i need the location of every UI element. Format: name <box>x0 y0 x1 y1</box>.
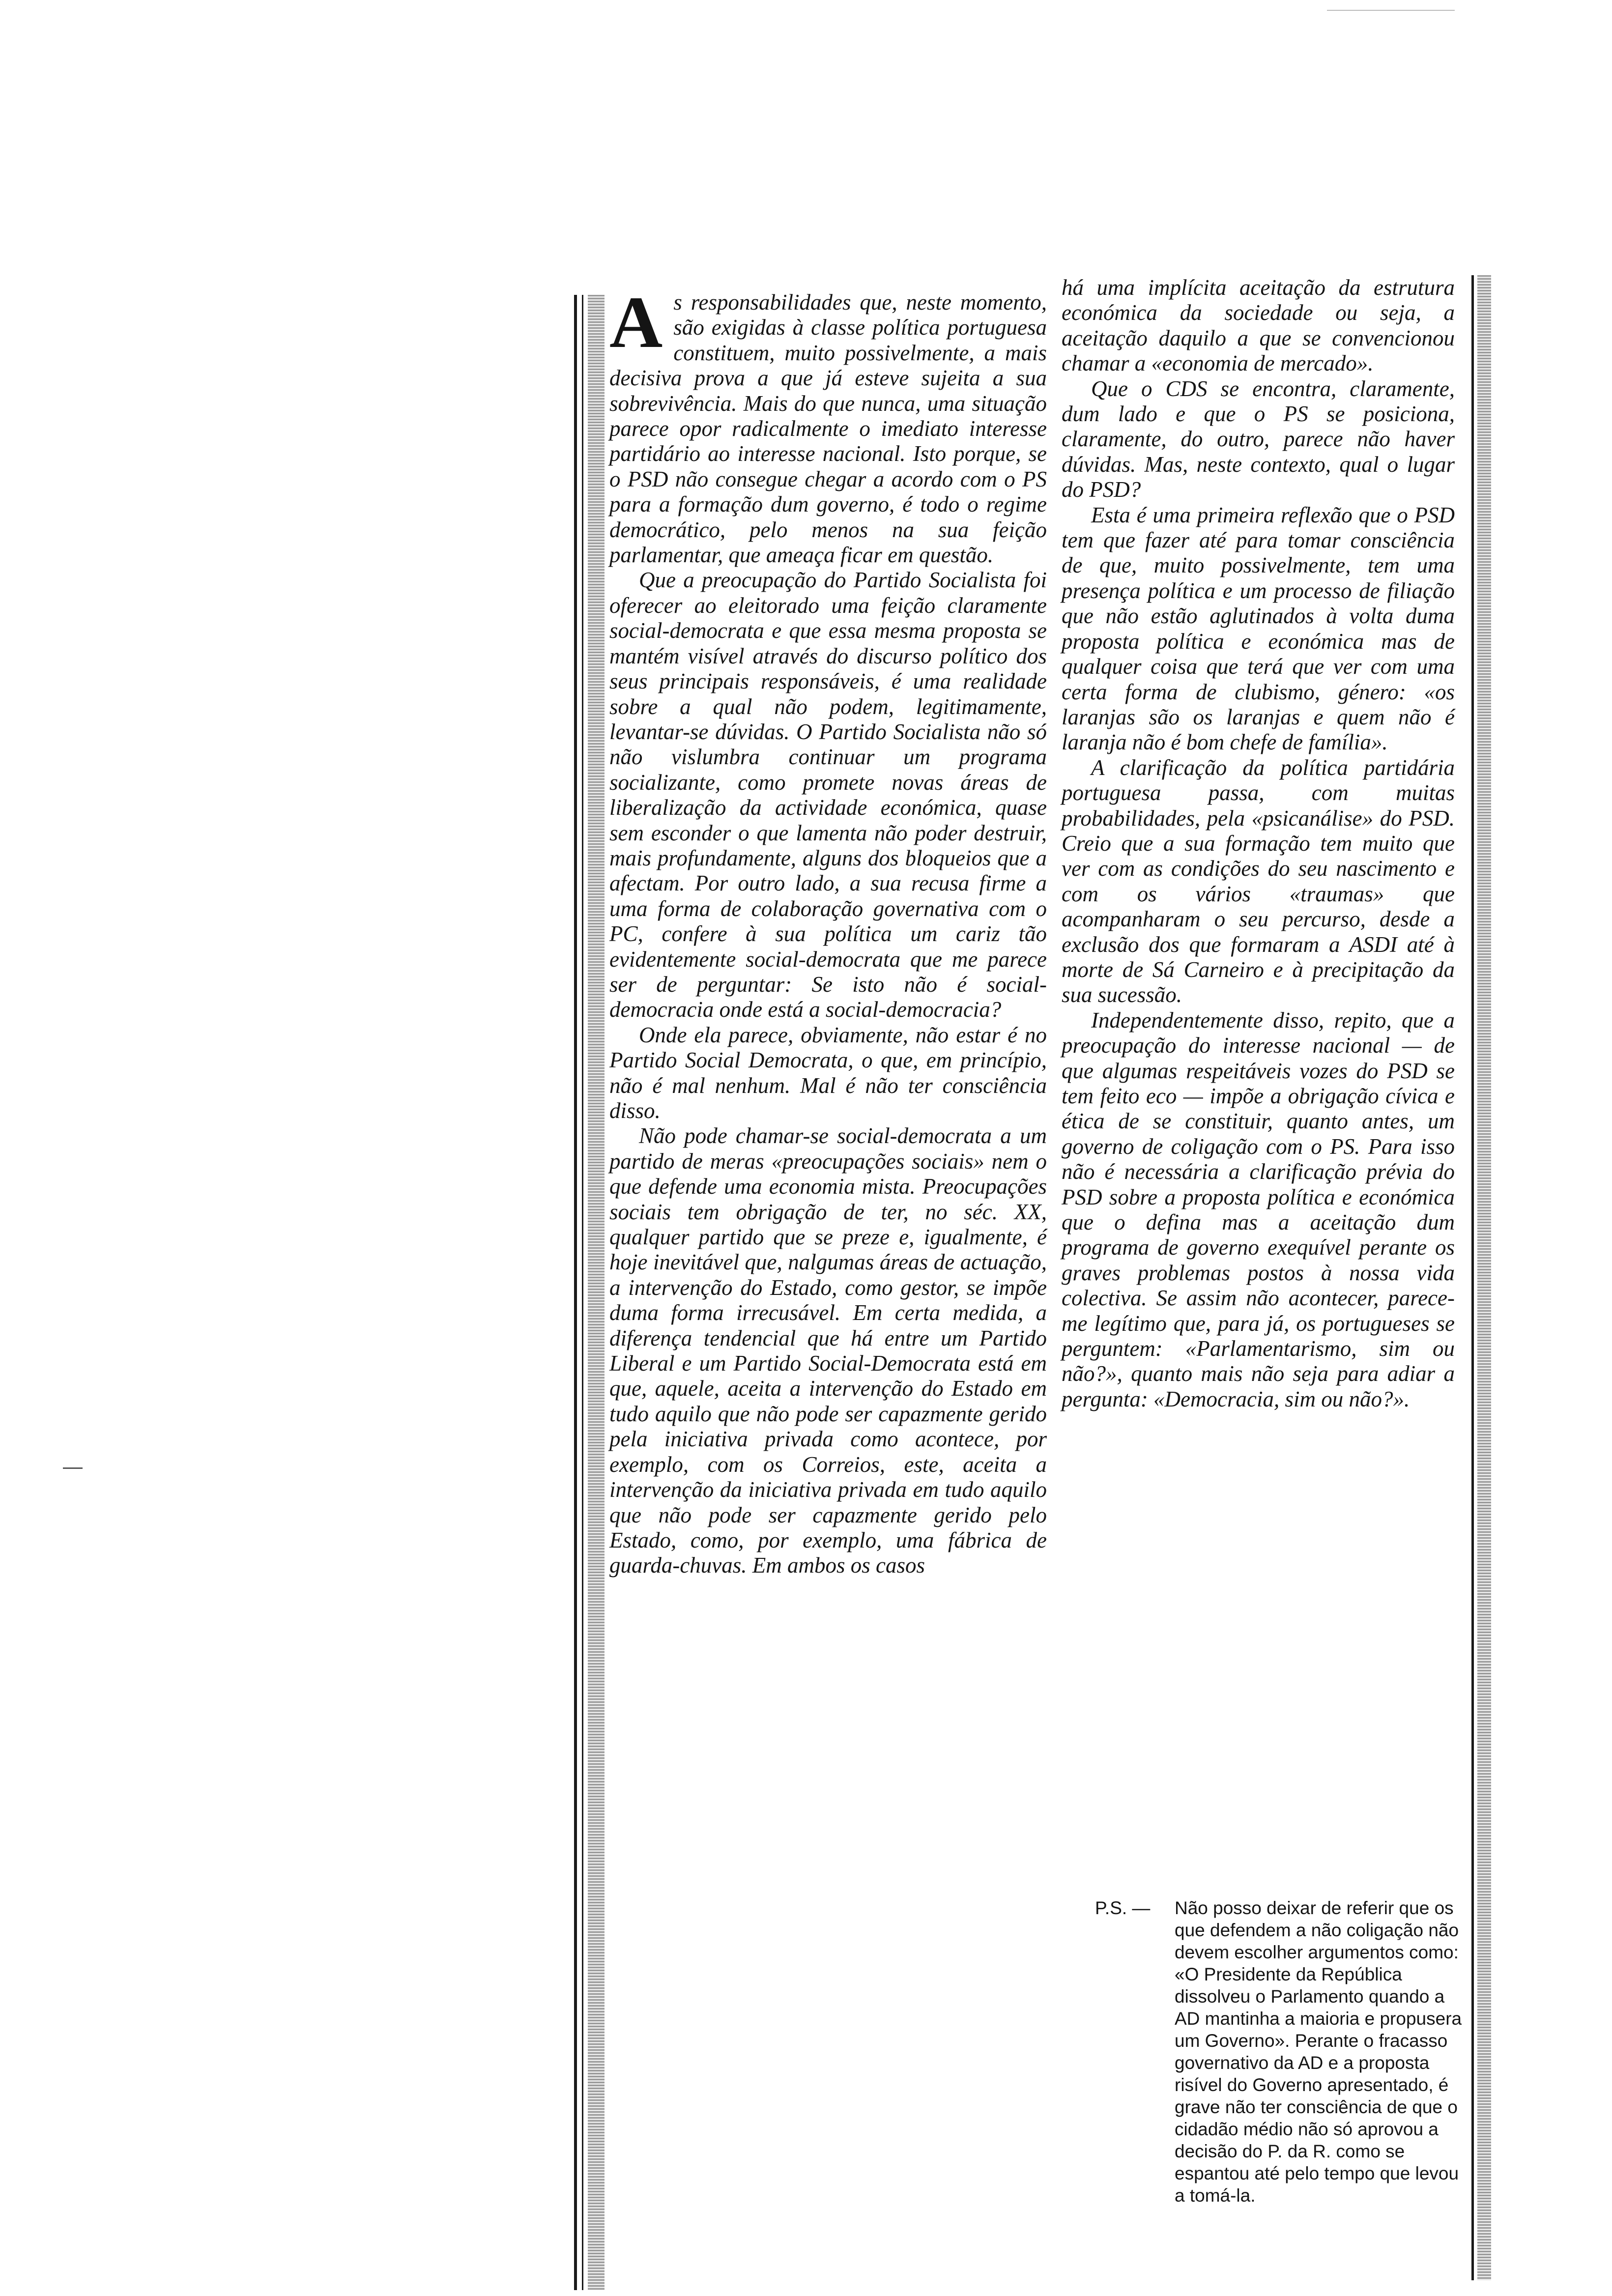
article-column-1 <box>609 282 1047 2285</box>
article-paragraph: Não pode chamar-se social-democrata a um partido de meras «preocupações sociais» nem o que defende uma economia mista. Preocupações sociais tem obrigação de ter, no séc. XX, qualquer partido que se preze e, igualmente, é hoje inevitável que, nalgumas áreas de actuação, a intervenção do Estado, como gestor, se impõe duma forma irrecusável. Em certa medida, a diferença tendencial que há entre um Partido Liberal e um Partido Social-Democrata está em que, aquele, aceita a intervenção do Estado em tudo aquilo que não pode ser capazmente gerido pela iniciativa privada como acontece, por exemplo, com os Correios, este, aceita a intervenção da iniciativa privada em tudo aquilo que não pode ser capazmente gerido pelo Estado, como, por exemplo, uma fábrica de guarda-chuvas. Em ambos os casos <box>609 1123 1047 1578</box>
left-shaded-border <box>588 295 604 2290</box>
margin-mark <box>63 1467 83 1469</box>
right-border-rule <box>1471 275 1474 2280</box>
article-column-2 <box>1062 275 1455 1828</box>
article-paragraph: Onde ela parece, obviamente, não estar é no Partido Social Democrata, o que, em princípio, não é mal nenhum. Mal é não ter consciência disso. <box>609 1022 1047 1123</box>
article-paragraph: Independentemente disso, repito, que a preocupação do interesse nacional — de que algumas respeitáveis vozes do PSD se tem feito eco — impõe a obrigação cívica e ética de se constituir, quanto antes, um governo de coligação com o PS. Para isso não é necessária a clarificação prévia do PSD sobre a proposta política e económica que o defina mas a aceitação dum programa de governo exequível perante os graves problemas postos à nossa vida colectiva. Se assim não acontecer, parece-me legítimo que, para já, os portugueses se perguntem: «Parlamentarismo, sim ou não?», quanto mais não seja para adiar a pergunta: «Democracia, sim ou não?». <box>1062 1007 1455 1411</box>
postscript-text: Não posso deixar de referir que os que defendem a não coligação não devem escolher argumentos como: «O Presidente da República dissolveu o Parlamento quando a AD mantinha a maioria e propusera um Governo». Perante o fracasso governativo da AD e a proposta risível do Governo apresentado, é grave não ter consciência de que o cidadão médio não só aprovou a decisão do P. da R. como se espantou até pelo tempo que levou a tomá-la. <box>1175 1898 1462 2206</box>
article-paragraph-text: s responsabilidades que, neste momento, são exigidas à classe política portuguesa constituem, muito possivelmente, a mais decisiva prova a que já esteve sujeita a sua sobrevivência. Mais do que nunca, uma situação parece opor radicalmente o imediato interesse partidário ao interesse nacional. Isto porque, se o PSD não consegue chegar a acordo com o PS para a formação dum governo, é todo o regime democrático, pelo menos na sua feição parlamentar, que ameaça ficar em questão. <box>609 290 1047 568</box>
dropcap: A <box>609 282 663 363</box>
article-paragraph: A clarificação da política partidária portuguesa passa, com muitas probabilidades, pela «psicanálise» do PSD. Creio que a sua formação tem muito que ver com as condições do seu nascimento e com os vários «traumas» que acompanharam o seu percurso, desde a exclusão dos que formaram a ASDI até à morte de Sá Carneiro e à precipitação da sua sucessão. <box>1062 755 1455 1007</box>
article-paragraph: Esta é uma primeira reflexão que o PSD tem que fazer até para tomar consciência de que, muito possivelmente, tem uma presença política e um processo de filiação que não estão aglutinados à volta duma proposta política e económica mas de qualquer coisa que terá que ver com uma certa forma de clubismo, género: «os laranjas são os laranjas e quem não é laranja não é bom chefe de família». <box>1062 502 1455 755</box>
article-paragraph <box>609 282 1047 568</box>
article-paragraph: Que a preocupação do Partido Socialista foi oferecer ao eleitorado uma feição claramente social-democrata e que essa mesma proposta se mantém visível através do discurso político dos seus principais responsáveis, é uma realidade sobre a qual não podem, legitimamente, levantar-se dúvidas. O Partido Socialista não só não vislumbra continuar um programa socializante, como promete novas áreas de liberalização da actividade económica, quase sem esconder o que lamenta não poder destruir, mais profundamente, alguns dos bloqueios que a afectam. Por outro lado, a sua recusa firme a uma forma de colaboração governativa com o PC, confere à sua política um cariz tão evidentemente social-democrata que me parece ser de perguntar: Se isto não é social-democracia onde está a social-democracia? <box>609 568 1047 1022</box>
right-shaded-border <box>1477 275 1491 2280</box>
left-border-rule <box>574 295 577 2290</box>
left-border-rule-thin <box>582 295 583 2290</box>
article-paragraph: Que o CDS se encontra, claramente, dum lado e que o PS se posiciona, claramente, do outro, parece não haver dúvidas. Mas, neste contexto, qual o lugar do PSD? <box>1062 376 1455 502</box>
article-paragraph: há uma implícita aceitação da estrutura económica da sociedade ou seja, a aceitação daquilo a que se convencionou chamar a «economia de mercado». <box>1062 275 1455 376</box>
postscript-label: P.S. — <box>1095 1898 1151 1918</box>
top-edge-mark <box>1327 10 1455 11</box>
